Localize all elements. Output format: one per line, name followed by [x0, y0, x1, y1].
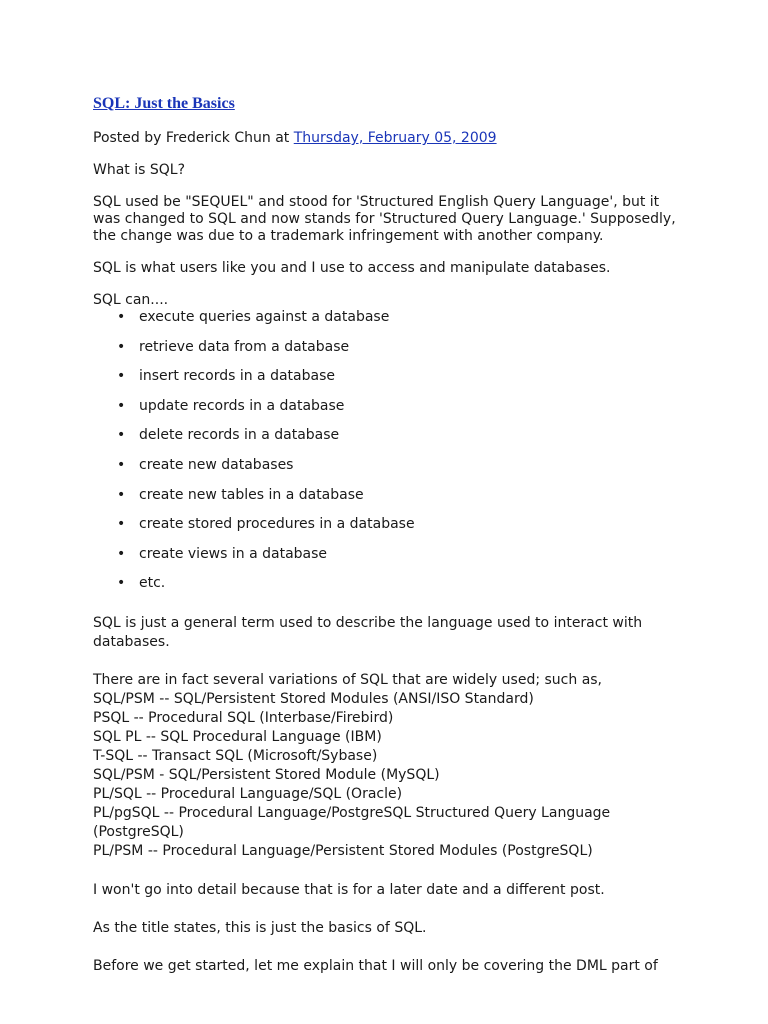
variant-line: PL/SQL -- Procedural Language/SQL (Oracle) [93, 785, 403, 802]
list-item: • retrieve data from a database [93, 339, 678, 369]
variant-line: SQL PL -- SQL Procedural Language (IBM) [93, 728, 382, 745]
post-date-link[interactable]: Thursday, February 05, 2009 [293, 130, 497, 146]
paragraph-general: SQL is just a general term used to describe the language used to interact with databases. [93, 614, 643, 650]
post-title-link[interactable]: SQL: Just the Basics [93, 95, 235, 112]
variant-line: PL/PSM -- Procedural Language/Persistent Stored Modules (PostgreSQL) [93, 842, 593, 859]
paragraph-title-states: As the title states, this is just the basics of SQL. [93, 919, 427, 936]
list-item: • update records in a database [93, 398, 678, 428]
list-item: • execute queries against a database [93, 309, 678, 339]
paragraph-before-start: Before we get started, let me explain that I will only be covering the DML part of [93, 957, 658, 974]
list-item: • create views in a database [93, 546, 678, 576]
paragraph-can: SQL can.... [93, 292, 169, 308]
byline-prefix: Posted by Frederick Chun at [93, 130, 294, 146]
list-item: • create stored procedures in a database [93, 516, 678, 546]
variant-line: SQL/PSM -- SQL/Persistent Stored Modules (ANSI/ISO Standard) [93, 690, 534, 707]
variants-intro: There are in fact several variations of SQL that are widely used; such as, [93, 671, 603, 688]
document-page [93, 94, 678, 990]
paragraph-what-is: What is SQL? [93, 162, 186, 178]
list-item: • create new databases [93, 457, 678, 487]
capabilities-list [93, 309, 678, 605]
variant-line: PL/pgSQL -- Procedural Language/PostgreSQL Structured Query Language (PostgreSQL) [93, 804, 611, 840]
list-item: • etc. [93, 575, 678, 605]
variant-line: SQL/PSM - SQL/Persistent Stored Module (MySQL) [93, 766, 440, 783]
list-item: • delete records in a database [93, 427, 678, 457]
variant-line: PSQL -- Procedural SQL (Interbase/Firebird) [93, 709, 394, 726]
list-item: • create new tables in a database [93, 487, 678, 517]
byline [93, 130, 678, 147]
list-item: • insert records in a database [93, 368, 678, 398]
variants-block [93, 671, 678, 861]
variant-line: T-SQL -- Transact SQL (Microsoft/Sybase) [93, 747, 378, 764]
paragraph-no-detail: I won't go into detail because that is for a later date and a different post. [93, 881, 605, 898]
paragraph-origin: SQL used be "SEQUEL" and stood for 'Structured English Query Language', but it was changed to SQL and now stands for 'Structured Query Language.' Supposedly, the change was due to a trademark infringement with another company. [93, 194, 676, 244]
paragraph-users: SQL is what users like you and I use to access and manipulate databases. [93, 260, 611, 276]
post-title [93, 94, 678, 114]
